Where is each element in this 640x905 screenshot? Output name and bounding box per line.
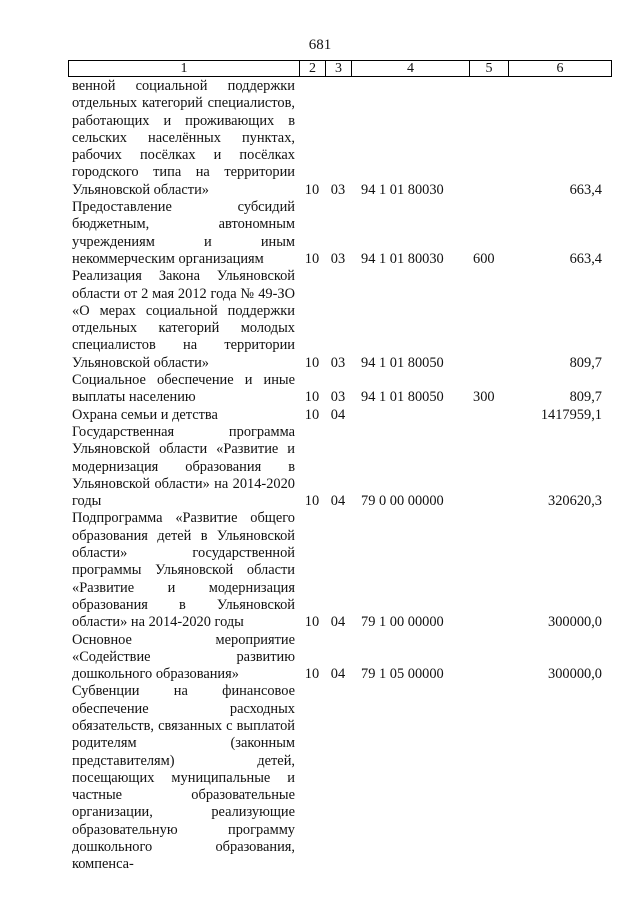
subsection-code: 03 (330, 181, 346, 198)
table-row (68, 199, 611, 268)
amount: 663,4 (569, 250, 602, 267)
subsection-code: 04 (330, 493, 346, 510)
expense-type-code (469, 510, 508, 631)
amount: 320620,3 (548, 493, 602, 510)
amount: 300000,0 (548, 614, 602, 631)
section-code (299, 683, 325, 873)
column-header-table (68, 60, 612, 77)
amount: 300000,0 (548, 666, 602, 683)
target-article-code: 79 1 05 00000 (361, 666, 444, 683)
subsection-code (325, 683, 351, 873)
section-code: 10 (304, 406, 320, 423)
section-code: 10 (304, 354, 320, 371)
item-name: Государственная программа Ульяновской области «Развитие и модернизация образования в Ульяновской области» на 2014-2020 годы (72, 423, 295, 510)
section-code: 10 (304, 250, 320, 267)
target-article-code: 94 1 01 80050 (361, 354, 444, 371)
subsection-code: 04 (330, 666, 346, 683)
column-header-row (69, 61, 612, 77)
target-article-code: 94 1 01 80030 (361, 250, 444, 267)
target-article-code (351, 683, 469, 873)
subsection-code: 04 (330, 614, 346, 631)
column-header-6: 6 (509, 61, 612, 77)
expense-type-code (469, 407, 508, 424)
subsection-code: 04 (330, 406, 346, 423)
section-code: 10 (304, 493, 320, 510)
expense-type-code (469, 78, 508, 199)
amount: 1417959,1 (540, 406, 602, 423)
table-row (68, 268, 611, 372)
item-name: Субвенции на финансовое обеспечение расходных обязательств, связанных с выплатой родителям (законным представителям) детей, посещающих муниципальные и частные образовательные организации, реализующие образовательную программу дошкольного образования, компенса- (72, 683, 295, 873)
budget-table (68, 78, 611, 874)
subsection-code: 03 (330, 389, 346, 406)
item-name: Основное мероприятие «Содействие развитию дошкольного образования» (72, 631, 295, 683)
expense-type-code (469, 268, 508, 372)
page-number: 681 (308, 37, 332, 53)
item-name: Реализация Закона Ульяновской области от 2 мая 2012 года № 49-ЗО «О мерах социальной поддержки отдельных категорий молодых специалистов на территории Ульяновской области» (72, 268, 295, 371)
column-header-4: 4 (352, 61, 470, 77)
amount: 809,7 (569, 389, 602, 406)
column-header-5: 5 (470, 61, 509, 77)
section-code: 10 (304, 666, 320, 683)
table-row (68, 407, 611, 424)
section-code: 10 (304, 181, 320, 198)
amount: 809,7 (569, 354, 602, 371)
subsection-code: 03 (330, 354, 346, 371)
item-name: Подпрограмма «Развитие общего образования детей в Ульяновской области» государственной программы Ульяновской области «Развитие и модернизация образования в Ульяновской области» на 2014-2020 годы (72, 510, 295, 631)
column-header-3: 3 (326, 61, 352, 77)
table-row (68, 424, 611, 510)
column-header-2: 2 (300, 61, 326, 77)
expense-type-code (469, 683, 508, 873)
target-article-code (351, 407, 469, 424)
table-row (68, 632, 611, 684)
target-article-code: 79 1 00 00000 (361, 614, 444, 631)
table-row (68, 683, 611, 873)
table-row (68, 510, 611, 631)
table-row (68, 78, 611, 199)
item-name: Социальное обеспечение и иные выплаты населению (72, 372, 295, 406)
expense-type-code (469, 424, 508, 510)
expense-type-code: 600 (473, 250, 495, 267)
section-code: 10 (304, 614, 320, 631)
amount (508, 683, 611, 873)
table-row (68, 372, 611, 407)
amount: 663,4 (569, 181, 602, 198)
item-name: венной социальной поддержки отдельных категорий специалистов, работающих и проживающих в сельских населённых пунктах, рабочих посёлках и посёлках городского типа на территории Ульяновской области» (72, 78, 295, 198)
item-name: Охрана семьи и детства (72, 406, 218, 423)
target-article-code: 94 1 01 80030 (361, 181, 444, 198)
target-article-code: 94 1 01 80050 (361, 389, 444, 406)
expense-type-code (469, 632, 508, 684)
column-header-1: 1 (69, 61, 300, 77)
expense-type-code: 300 (473, 389, 495, 406)
item-name: Предоставление субсидий бюджетным, автономным учреждениям и иным некоммерческим организациям (72, 199, 295, 267)
subsection-code: 03 (330, 250, 346, 267)
section-code: 10 (304, 389, 320, 406)
target-article-code: 79 0 00 00000 (361, 493, 444, 510)
